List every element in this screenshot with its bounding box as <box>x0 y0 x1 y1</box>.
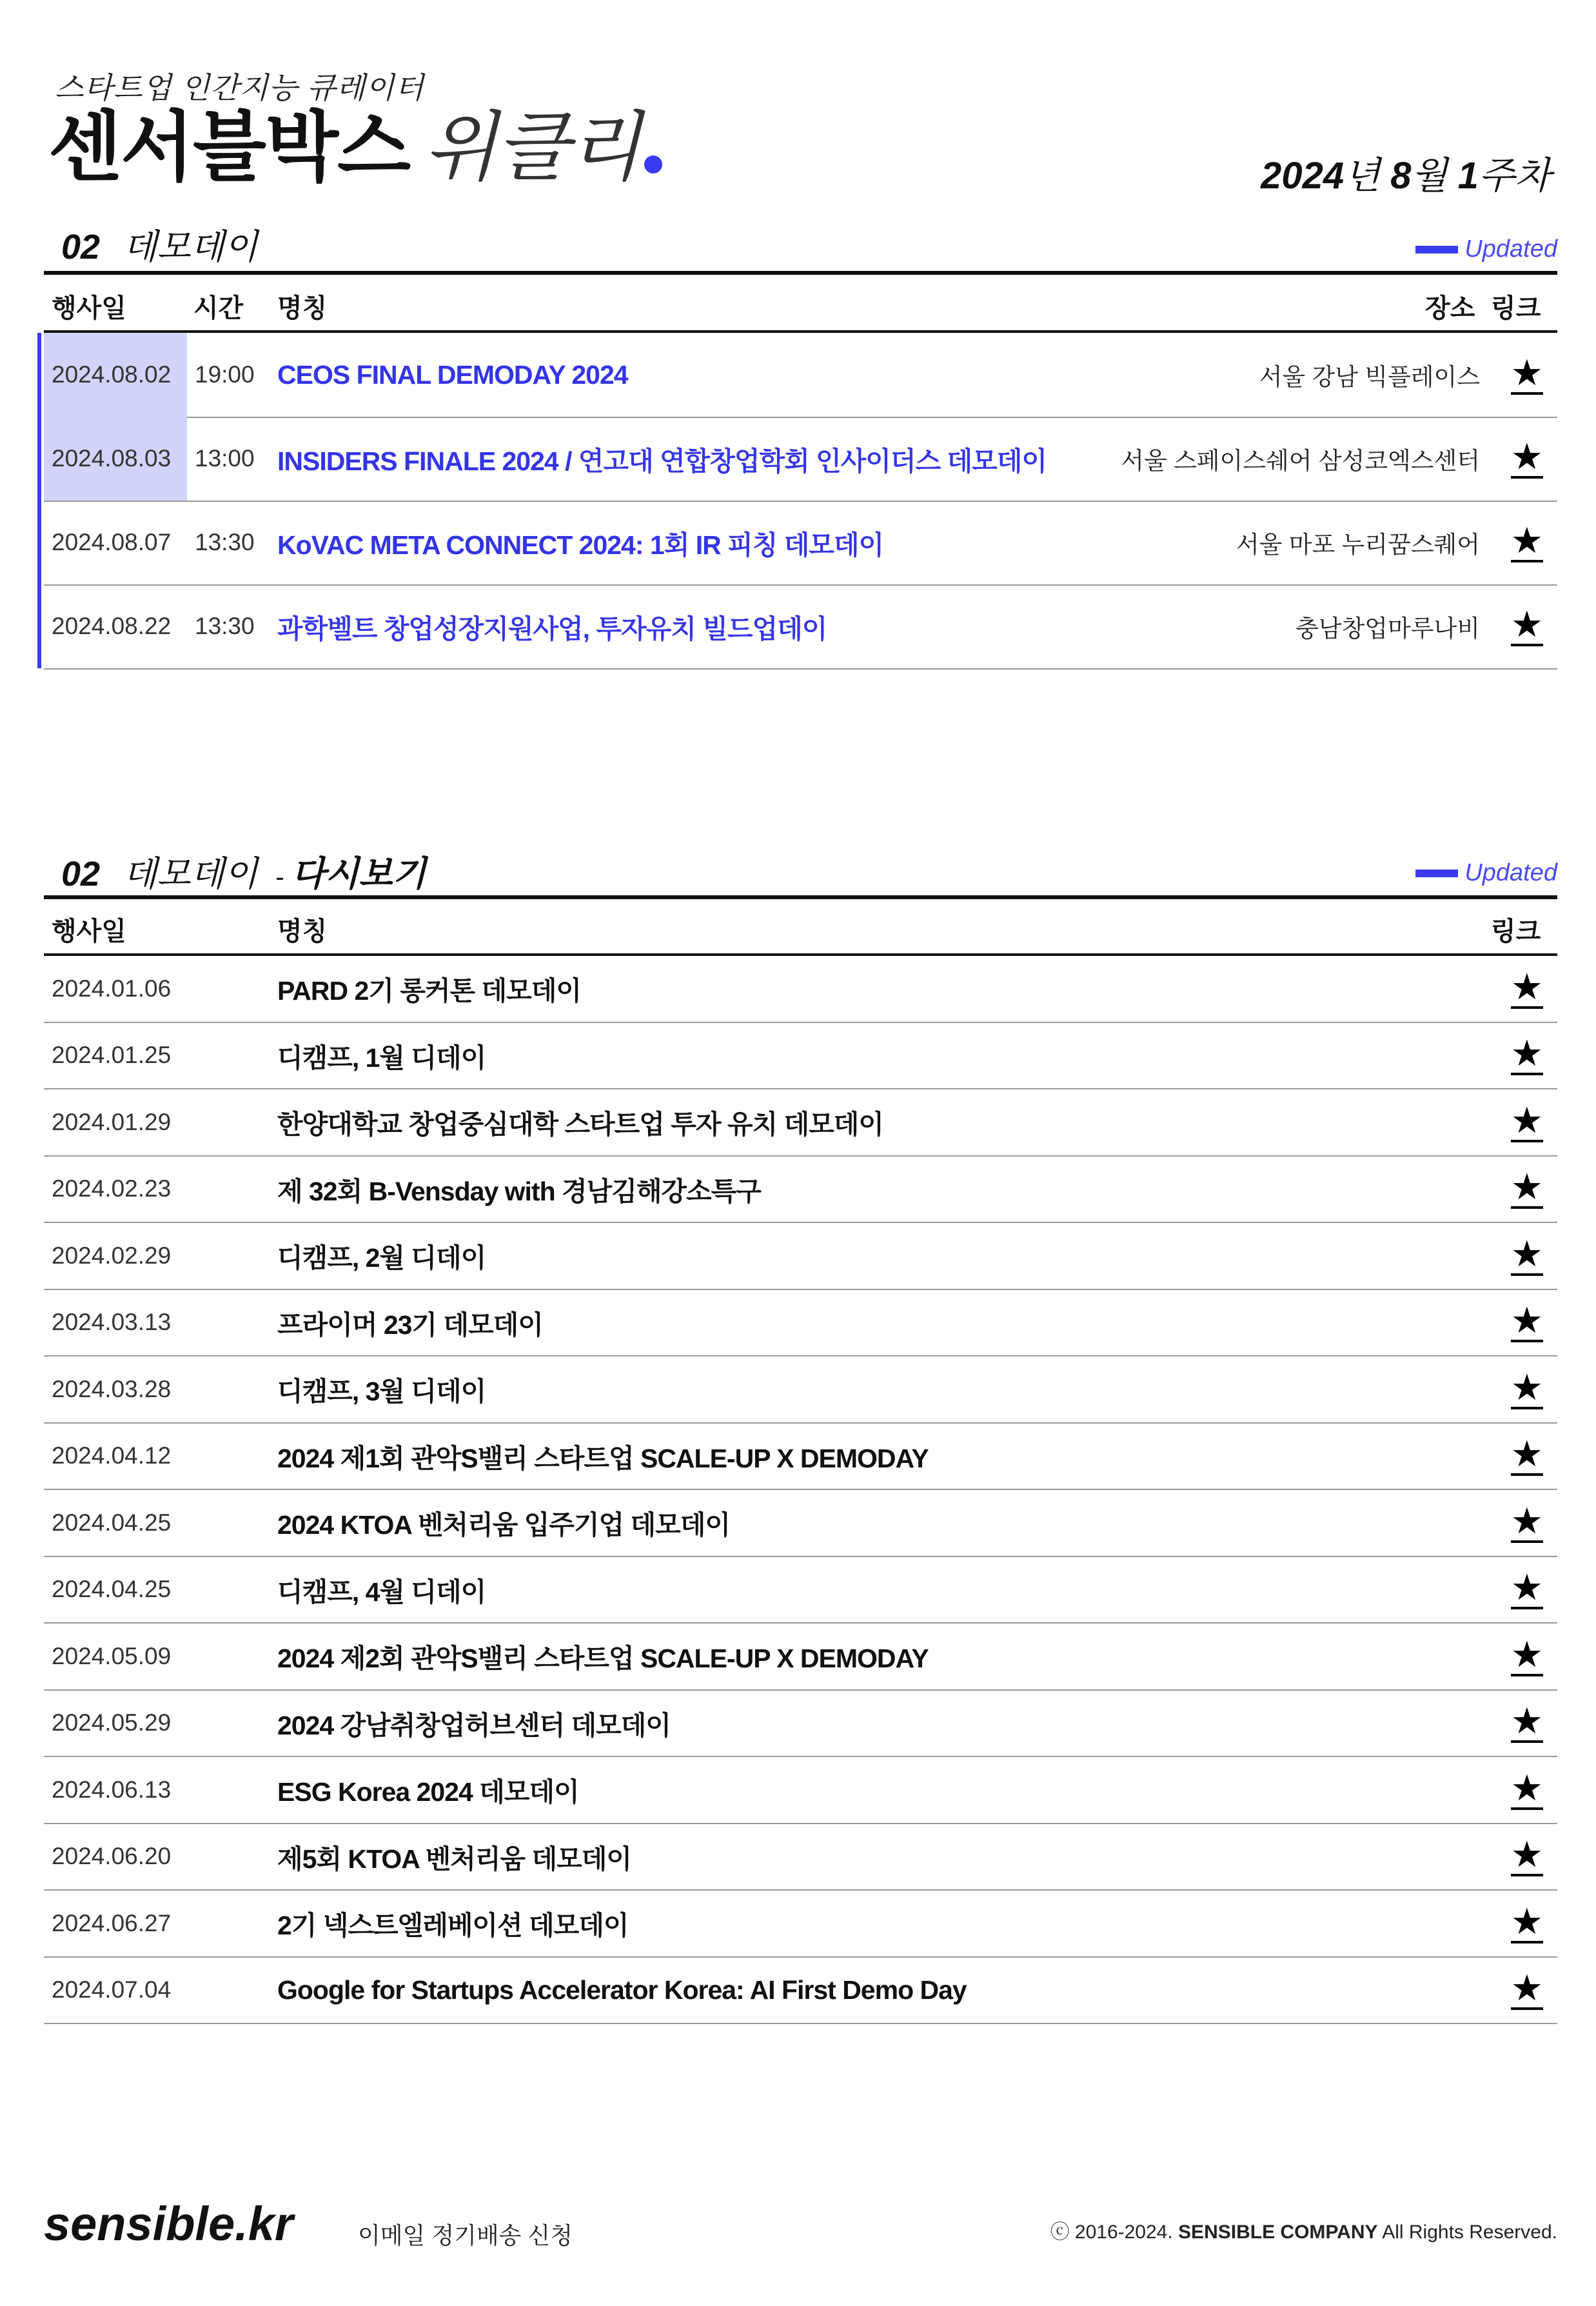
section-name: 데모데이 <box>123 855 258 893</box>
column-header-link: 링크 <box>1491 917 1541 946</box>
section-number: 02 <box>61 228 101 266</box>
table-row <box>44 1490 1557 1557</box>
event-name[interactable]: 한양대학교 창업중심대학 스타트업 투자 유치 데모데이 <box>277 1109 883 1140</box>
footer-logo[interactable]: sensible.kr <box>44 2197 293 2251</box>
star-link-icon[interactable]: ★ <box>1511 1569 1543 1609</box>
copyright <box>1050 2216 1557 2244</box>
company-name: SENSIBLE COMPANY <box>1178 2222 1378 2243</box>
star-link-icon[interactable]: ★ <box>1511 522 1543 562</box>
newsletter-title <box>48 105 662 190</box>
star-link-icon[interactable]: ★ <box>1511 1236 1543 1276</box>
rights-text: All Rights Reserved. <box>1382 2222 1557 2243</box>
table-row <box>44 417 1557 502</box>
star-link-icon[interactable]: ★ <box>1511 969 1543 1009</box>
event-name[interactable]: 제5회 KTOA 벤처리움 데모데이 <box>277 1844 631 1874</box>
event-date: 2024.06.27 <box>52 1909 172 1936</box>
updated-legend <box>1415 235 1557 263</box>
copyright-years: ⓒ 2016-2024. <box>1050 2222 1173 2243</box>
star-link-icon[interactable]: ★ <box>1511 1770 1543 1810</box>
event-name[interactable]: KoVAC META CONNECT 2024: 1회 IR 피칭 데모데이 <box>277 530 884 560</box>
link-cell <box>1511 333 1543 417</box>
event-name[interactable]: 디캠프, 4월 디데이 <box>277 1576 486 1607</box>
link-cell <box>1511 1691 1543 1756</box>
event-date: 2024.08.03 <box>52 445 172 472</box>
updated-marker <box>37 333 41 417</box>
star-link-icon[interactable]: ★ <box>1511 1503 1543 1543</box>
link-cell <box>1511 1089 1543 1155</box>
section-subname: 다시보기 <box>291 855 426 893</box>
star-link-icon[interactable]: ★ <box>1511 1636 1543 1676</box>
column-header-link: 링크 <box>1491 294 1541 323</box>
event-name[interactable]: CEOS FINAL DEMODAY 2024 <box>277 359 628 390</box>
event-place: 충남창업마루나비 <box>1296 615 1480 642</box>
issue-month: 8 <box>1390 155 1412 197</box>
table-row <box>44 333 1557 418</box>
event-date: 2024.01.25 <box>52 1042 172 1069</box>
event-date: 2024.01.29 <box>52 1108 172 1135</box>
event-date: 2024.02.29 <box>52 1242 172 1269</box>
star-link-icon[interactable]: ★ <box>1511 1703 1543 1743</box>
event-date: 2024.03.13 <box>52 1309 172 1336</box>
event-time: 13:00 <box>195 445 255 472</box>
table-row <box>44 1223 1557 1290</box>
section-title-replay <box>61 846 426 896</box>
link-cell <box>1511 1357 1543 1422</box>
event-name[interactable]: 2024 KTOA 벤처리움 입주기업 데모데이 <box>277 1510 730 1540</box>
link-cell <box>1511 1624 1543 1689</box>
newsletter-tagline: 스타트업 인간지능 큐레이터 <box>55 71 424 104</box>
event-name[interactable]: PARD 2기 롱커톤 데모데이 <box>277 976 581 1006</box>
event-name[interactable]: INSIDERS FINALE 2024 / 연고대 연합창업학회 인사이더스 데모데이 <box>277 446 1047 476</box>
updated-label: Updated <box>1464 859 1557 886</box>
updated-marker <box>37 501 41 584</box>
event-name[interactable]: ESG Korea 2024 데모데이 <box>277 1777 579 1807</box>
link-cell <box>1511 1824 1543 1890</box>
event-place: 서울 강남 빅플레이스 <box>1259 364 1480 390</box>
table-row <box>44 956 1557 1023</box>
event-date: 2024.04.25 <box>52 1509 172 1536</box>
brand-name: 센서블박스 <box>48 105 409 190</box>
event-date: 2024.01.06 <box>52 975 172 1002</box>
link-cell <box>1511 417 1543 501</box>
event-time: 13:30 <box>195 529 255 555</box>
event-time: 13:30 <box>195 613 255 639</box>
star-link-icon[interactable]: ★ <box>1511 606 1543 646</box>
table-top-rule <box>44 271 1557 275</box>
link-cell <box>1511 1157 1543 1222</box>
issue-week-num: 1 <box>1457 155 1479 197</box>
link-cell <box>1511 956 1543 1022</box>
issue-week <box>1261 145 1551 199</box>
section-number: 02 <box>61 855 101 893</box>
brand-weekly: 위클리 <box>423 105 640 190</box>
star-link-icon[interactable]: ★ <box>1511 1035 1543 1075</box>
table-row <box>44 1089 1557 1157</box>
subscribe-link[interactable]: 이메일 정기배송 신청 <box>358 2222 573 2249</box>
event-date: 2024.08.07 <box>52 529 172 555</box>
table-row <box>44 1023 1557 1090</box>
event-time: 19:00 <box>195 361 255 388</box>
event-date: 2024.03.28 <box>52 1375 172 1402</box>
table-row <box>44 1557 1557 1624</box>
event-date: 2024.05.29 <box>52 1709 172 1736</box>
event-name[interactable]: 프라이머 23기 데모데이 <box>277 1309 543 1340</box>
link-cell <box>1511 1958 1543 2023</box>
updated-bar-icon <box>1415 246 1458 253</box>
link-cell <box>1511 1557 1543 1623</box>
event-date: 2024.05.09 <box>52 1642 172 1669</box>
table-top-rule <box>44 895 1557 899</box>
issue-year: 2024 <box>1261 155 1345 197</box>
table-row <box>44 1958 1557 2025</box>
event-name[interactable]: 2024 제1회 관악S밸리 스타트업 SCALE-UP X DEMODAY <box>277 1443 929 1473</box>
table-row <box>44 1290 1557 1357</box>
star-link-icon[interactable]: ★ <box>1511 1836 1543 1876</box>
event-date: 2024.07.04 <box>52 1976 172 2003</box>
column-header-date: 행사일 <box>52 294 126 323</box>
event-date: 2024.04.25 <box>52 1576 172 1603</box>
section-name: 데모데이 <box>123 228 258 266</box>
event-date: 2024.08.22 <box>52 613 172 639</box>
event-name[interactable]: 2024 제2회 관악S밸리 스타트업 SCALE-UP X DEMODAY <box>277 1644 929 1674</box>
link-cell <box>1511 1290 1543 1356</box>
event-place: 서울 마포 누리꿈스퀘어 <box>1236 532 1480 558</box>
star-link-icon[interactable]: ★ <box>1511 1169 1543 1209</box>
event-date: 2024.06.13 <box>52 1776 172 1803</box>
event-name[interactable]: Google for Startups Accelerator Korea: AI First Demo Day <box>277 1974 967 2005</box>
link-cell <box>1511 501 1543 584</box>
event-name[interactable]: 디캠프, 3월 디데이 <box>277 1377 486 1407</box>
table-row <box>44 1624 1557 1691</box>
brand-dot-icon <box>644 155 662 174</box>
star-link-icon[interactable]: ★ <box>1511 1436 1543 1476</box>
star-link-icon[interactable]: ★ <box>1511 1903 1543 1943</box>
table-row <box>44 1891 1557 1958</box>
column-header-time: 시간 <box>193 294 244 323</box>
table-row <box>44 501 1557 586</box>
event-name[interactable]: 디캠프, 1월 디데이 <box>277 1042 486 1073</box>
event-date: 2024.06.20 <box>52 1843 172 1870</box>
link-cell <box>1511 1490 1543 1556</box>
link-cell <box>1511 1891 1543 1956</box>
star-link-icon[interactable]: ★ <box>1511 1102 1543 1142</box>
table-row <box>44 1757 1557 1824</box>
issue-month-suffix: 월 <box>1411 155 1448 197</box>
link-cell <box>1511 1757 1543 1823</box>
star-link-icon[interactable]: ★ <box>1511 1302 1543 1342</box>
column-header-date: 행사일 <box>52 917 126 946</box>
event-name[interactable]: 제 32회 B-Vensday with 경남김해강소특구 <box>277 1176 761 1206</box>
column-header-place: 장소 <box>1425 294 1475 323</box>
event-name[interactable]: 디캠프, 2월 디데이 <box>277 1243 486 1273</box>
table-row <box>44 1824 1557 1891</box>
link-cell <box>1511 1424 1543 1489</box>
table-row <box>44 1424 1557 1491</box>
event-date: 2024.04.12 <box>52 1442 172 1469</box>
table-row <box>44 1357 1557 1424</box>
star-link-icon[interactable]: ★ <box>1511 355 1543 395</box>
column-header-name: 명칭 <box>277 917 328 946</box>
event-date: 2024.08.02 <box>52 361 172 388</box>
event-date: 2024.02.23 <box>52 1175 172 1202</box>
updated-legend <box>1415 859 1557 887</box>
updated-marker <box>37 417 41 501</box>
link-cell <box>1511 1023 1543 1089</box>
updated-label: Updated <box>1464 235 1557 263</box>
event-place: 서울 스페이스쉐어 삼성코엑스센터 <box>1121 448 1480 474</box>
star-link-icon[interactable]: ★ <box>1511 439 1543 479</box>
event-name[interactable]: 과학벨트 창업성장지원사업, 투자유치 빌드업데이 <box>277 613 827 644</box>
updated-bar-icon <box>1415 870 1458 877</box>
issue-year-suffix: 년 <box>1344 155 1381 197</box>
link-cell <box>1511 1223 1543 1289</box>
updated-marker <box>37 584 41 668</box>
event-name[interactable]: 2기 넥스트엘레베이션 데모데이 <box>277 1911 629 1941</box>
table-row <box>44 1157 1557 1224</box>
star-link-icon[interactable]: ★ <box>1511 1369 1543 1409</box>
event-name[interactable]: 2024 강남취창업허브센터 데모데이 <box>277 1710 671 1740</box>
section-title-demoday <box>61 219 258 269</box>
link-cell <box>1511 584 1543 668</box>
issue-week-suffix: 주차 <box>1478 155 1551 197</box>
section-separator: - <box>275 863 284 891</box>
column-header-name: 명칭 <box>277 294 328 323</box>
star-link-icon[interactable]: ★ <box>1511 1970 1543 2010</box>
table-row <box>44 1691 1557 1758</box>
table-row <box>44 584 1557 670</box>
